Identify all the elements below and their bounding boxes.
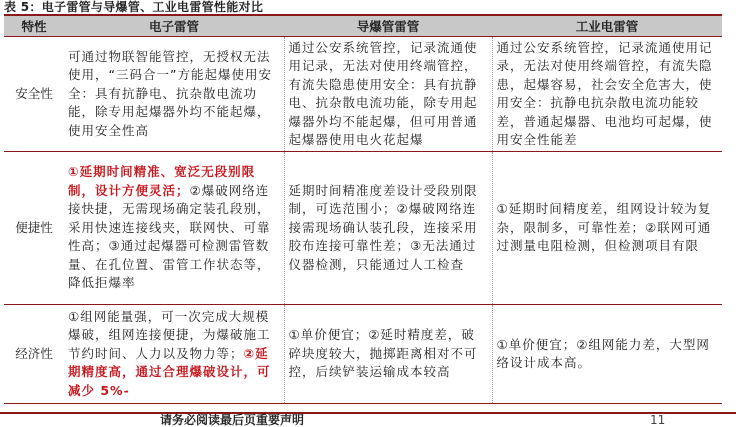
industrial-cell: 通过公安系统管控，记录流通使用记录，无法对使用终端管控，有流失隐患，起爆容易，社会安全危害大，使用安全：抗静电抗杂散电流功能较差，普通起爆器、电池均可起爆，使用安全性能差 [492, 37, 722, 152]
nonel-cell: 延期时间精准度差设计受段别限制，可选范围小；②爆破网络连接需现场确认装孔段，连接采用胶布连接可靠性差；③无法通过仪器检测，只能通过人工检查 [284, 152, 492, 305]
comparison-table [4, 14, 722, 404]
cell-text: 可通过物联智能管控，无授权无法使用，“三码合一”方能起爆使用安全：具有抗静电、抗杂散电流功能，除专用起爆器外均不能起爆，使用安全性高 [68, 48, 272, 138]
electronic-cell [64, 37, 284, 152]
footer-notice: 请务必阅读最后页重要声明 [160, 413, 305, 427]
table-row-convenience [4, 152, 722, 305]
electronic-cell [64, 305, 284, 404]
header-nonel-detonator: 导爆管雷管 [284, 15, 492, 37]
header-feature: 特性 [4, 15, 64, 37]
table-row-economy [4, 305, 722, 404]
feature-cell: 便捷性 [4, 152, 64, 305]
feature-cell: 经济性 [4, 305, 64, 404]
cell-text: ①组网能量强，可一次完成大规模爆破，组网连接便捷，为爆破施工节约时间、人力以及物力等； [68, 308, 271, 361]
electronic-cell [64, 152, 284, 305]
nonel-cell: ①单价便宜；②延时精度差，破碎块度较大，抛掷距离相对不可控，后续铲装运输成本较高 [284, 305, 492, 404]
table-caption: 表 5：电子雷管与导爆管、工业电雷管性能对比 [4, 0, 264, 14]
nonel-cell: 通过公安系统管控，记录流通使用记录，无法对使用终端管控，有流失隐患使用安全：具有抗静电、抗杂散电流功能，除专用起爆器外均不能起爆，但可用普通起爆器使用电火花起爆 [284, 37, 492, 152]
highlight-text: ②延期精度高，通过合理爆破设计，可减少 5%- [68, 345, 271, 398]
table-header-row [4, 15, 722, 37]
industrial-cell: ①延期时间精度差，组网设计较为复杂，限制多，可靠性差；②联网可通过测量电阻检测，但检测项目有限 [492, 152, 722, 305]
header-industrial-detonator: 工业电雷管 [492, 15, 722, 37]
industrial-cell: ①单价便宜；②组网能力差，大型网络设计成本高。 [492, 305, 722, 404]
page-number: 11 [650, 413, 666, 427]
cell-text: ②爆破网络连接快捷，无需现场确定装孔段别，采用快速连接线夹，联网快、可靠性高；③通过起爆器可检测雷管数量、在孔位置、雷管工作状态等，降低拒爆率 [68, 182, 271, 291]
highlight-text: ①延期时间精准、宽泛无段别限制，设计方便灵活； [68, 164, 256, 198]
feature-cell: 安全性 [4, 37, 64, 152]
header-electronic-detonator: 电子雷管 [64, 15, 284, 37]
table-row-safety [4, 37, 722, 152]
